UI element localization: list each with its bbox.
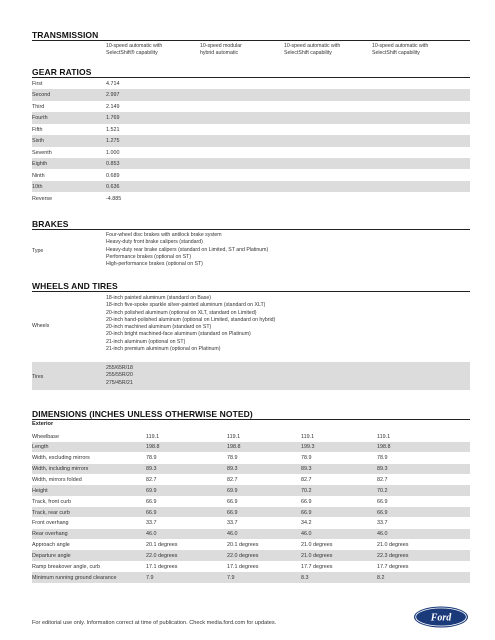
gear-ratio-label: Fourth <box>32 115 48 122</box>
dimension-value: 17.7 degrees <box>301 563 333 570</box>
brakes-type-row <box>32 231 470 273</box>
transmission-title: TRANSMISSION <box>32 30 99 40</box>
gear-ratio-row <box>32 101 470 112</box>
dimension-value: 119.1 <box>301 433 315 440</box>
dimension-value: 20.1 degrees <box>227 542 259 549</box>
dimension-row <box>32 453 470 464</box>
gear-ratio-label: 10th <box>32 184 43 191</box>
dimension-value: 82.7 <box>146 476 157 483</box>
dimension-value: 34.2 <box>301 520 312 527</box>
dimension-row <box>32 496 470 507</box>
dimension-value: 33.7 <box>377 520 388 527</box>
footer-disclaimer: For editorial use only. Information correct at time of publication. Check media.ford.com for updates. <box>32 620 277 626</box>
dimensions-title: DIMENSIONS (INCHES UNLESS OTHERWISE NOTED) <box>32 409 253 419</box>
dimension-value: 66.9 <box>301 498 312 505</box>
gear-ratio-label: Reverse <box>32 195 53 202</box>
gear-ratio-label: Seventh <box>32 149 52 156</box>
dimension-value: 33.7 <box>227 520 238 527</box>
gear-ratio-value: 0.853 <box>106 161 120 168</box>
gear-ratio-row <box>32 170 470 181</box>
dimension-label: Approach angle <box>32 542 70 549</box>
dimension-value: 46.0 <box>301 531 312 538</box>
dimension-value: 78.9 <box>377 455 388 462</box>
ford-logo <box>413 606 469 628</box>
dimension-row <box>32 442 470 453</box>
dimension-value: 70.2 <box>301 487 312 494</box>
dimension-label: Wheelbase <box>32 433 59 440</box>
dimension-label: Width, excluding mirrors <box>32 455 90 462</box>
wheels-lines: 18-inch painted aluminum (standard on Base) 18-inch five-spoke sparkle silver-painted aluminum (standard on XLT) 20-inch polished aluminum (optional on XLT, standard on Limited) 20-inch hand-polished aluminum (optional on Limited, standard on hybrid) 20-inch machined aluminum (standard on ST) 20-inch bright machined-face aluminum (standard on Platinum) 21-inch aluminum (optional on ST) 21-inch premium aluminum (optional on Platinum) <box>106 295 276 353</box>
dimension-value: 119.1 <box>227 433 241 440</box>
dimension-value: 8.2 <box>377 574 385 581</box>
transmission-column-2: 10-speed modular hybrid automatic <box>200 43 242 56</box>
dimension-value: 7.9 <box>227 574 235 581</box>
gear-ratio-label: Second <box>32 92 51 99</box>
wheels-row <box>32 293 470 358</box>
wheels-tires-title: WHEELS AND TIRES <box>32 281 118 291</box>
dimensions-rule <box>32 419 470 420</box>
brakes-title: BRAKES <box>32 219 69 229</box>
dimension-label: Height <box>32 487 48 494</box>
dimension-value: 20.1 degrees <box>146 542 178 549</box>
dimension-row <box>32 464 470 475</box>
dimension-row <box>32 431 470 442</box>
dimension-value: 198.8 <box>227 444 241 451</box>
dimension-label: Departure angle <box>32 552 71 559</box>
dimension-value: 78.9 <box>301 455 312 462</box>
dimension-value: 22.0 degrees <box>146 552 178 559</box>
gear-ratio-row <box>32 89 470 100</box>
dimension-value: 66.9 <box>146 498 157 505</box>
dimension-value: 7.9 <box>146 574 154 581</box>
dimension-value: 119.1 <box>146 433 160 440</box>
dimension-value: 17.1 degrees <box>227 563 259 570</box>
dimension-value: 69.9 <box>146 487 157 494</box>
gear-ratio-value: 4.714 <box>106 81 120 87</box>
gear-ratio-label: Fifth <box>32 126 43 133</box>
gear-ratio-value: 0.689 <box>106 172 120 179</box>
gear-ratio-value: 2.997 <box>106 92 120 99</box>
gear-ratio-value: -4.885 <box>106 195 122 202</box>
dimension-value: 78.9 <box>227 455 238 462</box>
dimension-label: Track, rear curb <box>32 509 70 516</box>
wheels-tires-rule <box>32 291 470 292</box>
tires-lines: 255/65R/18 255/55R/20 275/45R/21 <box>106 365 133 386</box>
dimension-value: 89.3 <box>146 466 157 473</box>
brakes-type-label: Type <box>32 248 44 254</box>
dimensions-subtitle: Exterior <box>32 421 54 427</box>
transmission-rule <box>32 40 470 41</box>
dimension-value: 66.9 <box>377 509 388 516</box>
gear-ratio-value: 2.149 <box>106 103 120 110</box>
dimension-value: 21.0 degrees <box>301 542 333 549</box>
dimension-value: 198.8 <box>377 444 391 451</box>
dimension-value: 69.9 <box>227 487 238 494</box>
dimension-value: 22.3 degrees <box>377 552 409 559</box>
dimension-label: Ramp breakover angle, curb <box>32 563 101 570</box>
dimension-row <box>32 550 470 561</box>
dimension-label: Rear overhang <box>32 531 68 538</box>
transmission-column-1: 10-speed automatic with SelectShift® capability <box>106 43 163 56</box>
dimension-label: Track, front curb <box>32 498 72 505</box>
dimension-value: 89.3 <box>227 466 238 473</box>
gear-ratio-label: Sixth <box>32 138 44 145</box>
dimension-value: 33.7 <box>146 520 157 527</box>
dimension-value: 119.1 <box>377 433 391 440</box>
dimension-row <box>32 540 470 551</box>
transmission-column-3: 10-speed automatic with SelectShift capability <box>284 43 341 56</box>
gear-ratio-label: Third <box>32 103 45 110</box>
gear-ratio-row <box>32 78 470 89</box>
dimension-row <box>32 507 470 518</box>
dimension-value: 89.3 <box>377 466 388 473</box>
gear-ratio-label: Eighth <box>32 161 48 168</box>
gear-ratio-value: 1.521 <box>106 126 120 133</box>
dimension-label: Front overhang <box>32 520 69 527</box>
tires-row <box>32 362 470 390</box>
dimension-value: 66.9 <box>227 498 238 505</box>
dimension-label: Minimum running ground clearance <box>32 574 117 581</box>
gear-ratio-row <box>32 181 470 192</box>
gear-ratio-value: 0.636 <box>106 184 120 191</box>
dimension-value: 199.3 <box>301 444 315 451</box>
gear-ratio-row <box>32 147 470 158</box>
dimension-value: 17.7 degrees <box>377 563 409 570</box>
dimension-value: 66.9 <box>377 498 388 505</box>
ford-logo-text: Ford <box>430 612 452 624</box>
dimension-value: 89.3 <box>301 466 312 473</box>
tires-label: Tires <box>32 374 44 380</box>
brakes-rule <box>32 229 470 230</box>
dimension-row <box>32 518 470 529</box>
dimension-value: 46.0 <box>377 531 388 538</box>
dimension-value: 78.9 <box>146 455 157 462</box>
wheels-label: Wheels <box>32 323 50 329</box>
gear-ratio-value: 1.000 <box>106 149 120 156</box>
dimension-value: 66.9 <box>301 509 312 516</box>
dimension-label: Width, mirrors folded <box>32 476 82 483</box>
transmission-column-4: 10-speed automatic with SelectShift capability <box>372 43 429 56</box>
dimension-value: 198.8 <box>146 444 160 451</box>
dimension-value: 21.0 degrees <box>377 542 409 549</box>
gear-ratios-title: GEAR RATIOS <box>32 67 92 77</box>
dimension-row <box>32 572 470 583</box>
dimension-value: 21.0 degrees <box>301 552 333 559</box>
dimension-label: Width, including mirrors <box>32 466 89 473</box>
dimension-row <box>32 561 470 572</box>
dimension-row <box>32 485 470 496</box>
gear-ratio-value: 1.769 <box>106 115 120 122</box>
gear-ratio-row <box>32 158 470 169</box>
dimension-label: Length <box>32 444 49 451</box>
dimension-row <box>32 529 470 540</box>
dimension-value: 82.7 <box>377 476 388 483</box>
gear-ratio-row <box>32 112 470 123</box>
gear-ratio-row <box>32 193 470 204</box>
gear-ratio-label: First <box>32 81 43 87</box>
dimension-value: 17.1 degrees <box>146 563 178 570</box>
dimension-row <box>32 474 470 485</box>
dimension-value: 22.0 degrees <box>227 552 259 559</box>
gear-ratio-value: 1.275 <box>106 138 120 145</box>
dimension-value: 66.9 <box>146 509 157 516</box>
brakes-type-lines: Four-wheel disc brakes with antilock brake system Heavy-duty front brake calipers (standard) Heavy-duty rear brake calipers (standard on Limited, ST and Platinum) Performance brakes (optional on ST) High-performance brakes (optional on ST) <box>106 232 269 268</box>
dimension-value: 70.2 <box>377 487 388 494</box>
gear-ratio-row <box>32 135 470 146</box>
dimension-value: 8.3 <box>301 574 309 581</box>
dimension-value: 82.7 <box>227 476 238 483</box>
dimension-value: 66.9 <box>227 509 238 516</box>
dimension-value: 46.0 <box>146 531 157 538</box>
dimension-value: 82.7 <box>301 476 312 483</box>
gear-ratio-label: Ninth <box>32 172 45 179</box>
dimension-value: 46.0 <box>227 531 238 538</box>
gear-ratio-row <box>32 124 470 135</box>
